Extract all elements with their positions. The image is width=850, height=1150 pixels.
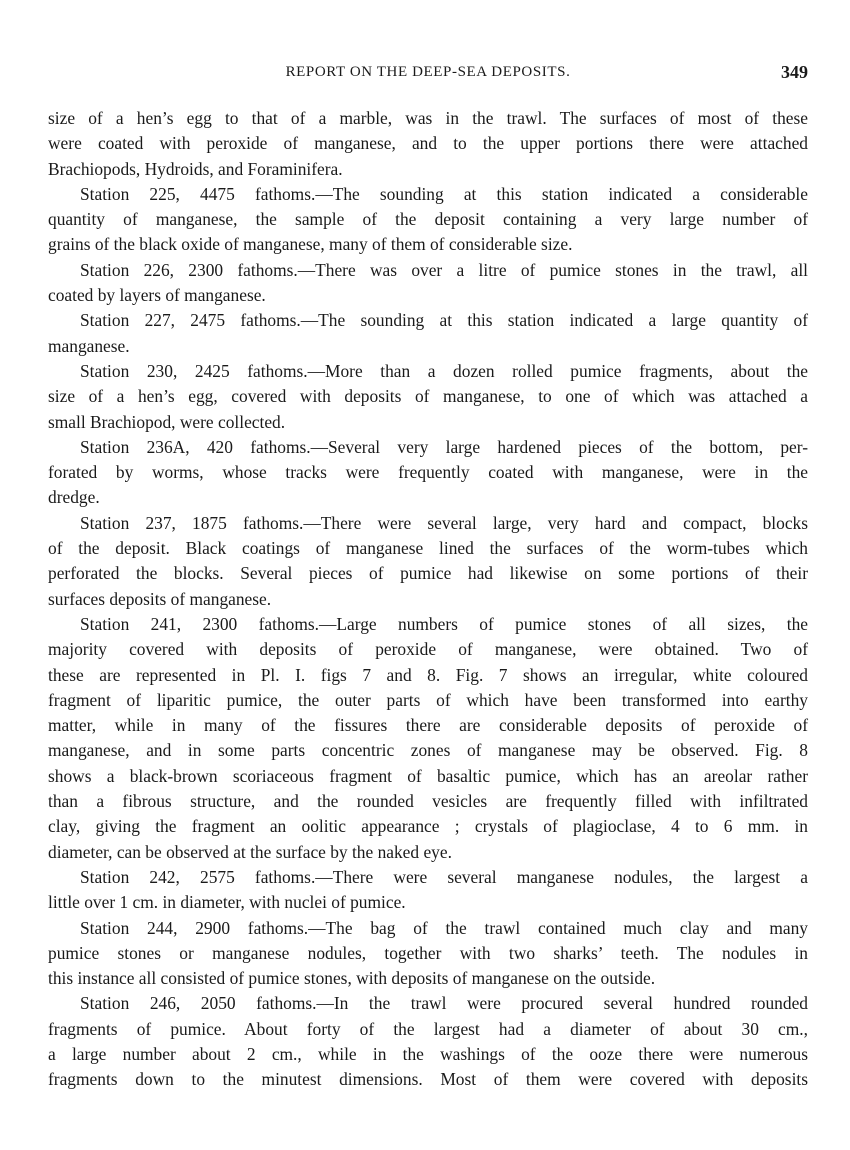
text-line: small Brachiopod, were collected.: [48, 411, 286, 432]
text-line: a large number about 2 cm., while in the washings of the ooze there were numerous: [48, 1043, 808, 1064]
text-line: size of a hen’s egg, covered with deposits of manganese, to one of which was attached a: [48, 386, 808, 407]
paragraph-first-line: Station 225, 4475 fathoms.—The sounding at this station indicated a considerable: [80, 183, 808, 204]
body-text: [48, 106, 808, 1093]
text-line: than a fibrous structure, and the rounded vesicles are frequently filled with infiltrated: [48, 791, 808, 812]
paragraph-first-line: Station 237, 1875 fathoms.—There were several large, very hard and compact, blocks: [80, 512, 808, 533]
text-line: matter, while in many of the fissures there are considerable deposits of peroxide of: [48, 715, 808, 736]
text-line: quantity of manganese, the sample of the deposit containing a very large number of: [48, 209, 808, 230]
text-line: were coated with peroxide of manganese, and to the upper portions there were attached: [48, 133, 808, 154]
text-line: manganese, and in some parts concentric zones of manganese may be observed. Fig. 8: [48, 740, 808, 761]
text-line: fragments of pumice. About forty of the largest had a diameter of about 30 cm.,: [48, 1018, 808, 1039]
text-line: manganese.: [48, 335, 130, 356]
page-number: 349: [781, 62, 808, 82]
paragraph-first-line: Station 244, 2900 fathoms.—The bag of the trawl contained much clay and many: [80, 917, 808, 938]
text-line: grains of the black oxide of manganese, many of them of considerable size.: [48, 234, 573, 255]
text-line: fragment of liparitic pumice, the outer parts of which have been transformed into earthy: [48, 689, 808, 710]
text-line: Brachiopods, Hydroids, and Foraminifera.: [48, 158, 343, 179]
text-line: surfaces deposits of manganese.: [48, 588, 272, 609]
text-line: diameter, can be observed at the surface by the naked eye.: [48, 841, 452, 862]
text-line: size of a hen’s egg to that of a marble, was in the trawl. The surfaces of most of these: [48, 108, 808, 128]
text-line: perforated the blocks. Several pieces of pumice had likewise on some portions of their: [48, 563, 808, 584]
page-header: [48, 62, 808, 86]
paragraph-first-line: Station 236A, 420 fathoms.—Several very large hardened pieces of the bottom, per-: [80, 436, 808, 457]
text-line: coated by layers of manganese.: [48, 285, 266, 306]
text-line: forated by worms, whose tracks were frequently coated with manganese, were in the: [48, 462, 808, 483]
text-line: pumice stones or manganese nodules, together with two sharks’ teeth. The nodules in: [48, 942, 808, 963]
paragraph-first-line: Station 242, 2575 fathoms.—There were several manganese nodules, the largest a: [80, 866, 808, 887]
running-title: REPORT ON THE DEEP-SEA DEPOSITS.: [285, 64, 571, 80]
text-line: fragments down to the minutest dimensions. Most of them were covered with deposits: [48, 1069, 808, 1090]
paragraph-first-line: Station 227, 2475 fathoms.—The sounding at this station indicated a large quantity of: [80, 310, 808, 331]
text-line: clay, giving the fragment an oolitic appearance ; crystals of plagioclase, 4 to 6 mm. in: [48, 816, 808, 837]
text-line: majority covered with deposits of peroxide of manganese, were obtained. Two of: [48, 639, 808, 660]
text-line: this instance all consisted of pumice stones, with deposits of manganese on the outside.: [48, 968, 656, 989]
text-line: of the deposit. Black coatings of manganese lined the surfaces of the worm-tubes which: [48, 538, 808, 559]
paragraph-first-line: Station 226, 2300 fathoms.—There was over a litre of pumice stones in the trawl, all: [80, 259, 808, 280]
paragraph-first-line: Station 230, 2425 fathoms.—More than a dozen rolled pumice fragments, about the: [80, 360, 808, 381]
text-line: shows a black-brown scoriaceous fragment of basaltic pumice, which has an areolar rather: [48, 765, 808, 786]
text-line: these are represented in Pl. I. figs 7 and 8. Fig. 7 shows an irregular, white coloured: [48, 664, 808, 685]
text-line: dredge.: [48, 487, 100, 508]
paragraph-first-line: Station 241, 2300 fathoms.—Large numbers of pumice stones of all sizes, the: [80, 613, 808, 634]
paragraph-first-line: Station 246, 2050 fathoms.—In the trawl were procured several hundred rounded: [80, 993, 808, 1014]
text-line: little over 1 cm. in diameter, with nuclei of pumice.: [48, 892, 406, 913]
